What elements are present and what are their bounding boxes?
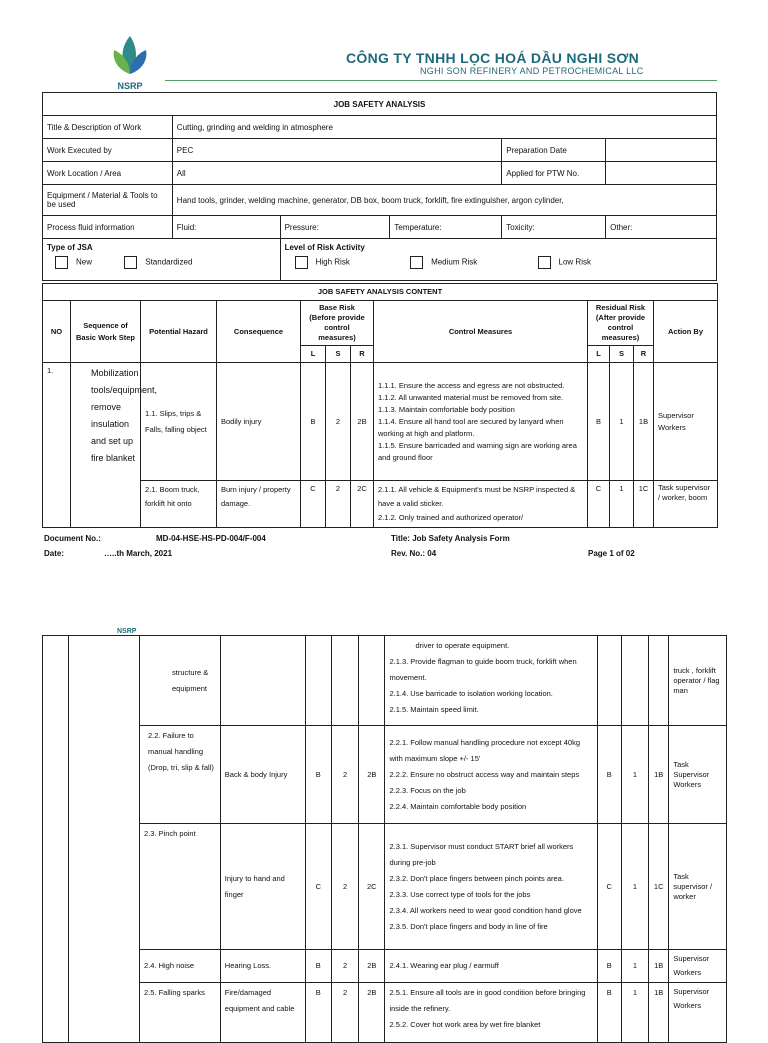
res-l: B <box>597 950 621 983</box>
res-r: 1C <box>634 481 654 528</box>
res-r: 1C <box>649 824 669 950</box>
type-jsa-cell <box>43 239 281 281</box>
control-item: 2.2.3. Focus on the job <box>389 785 466 795</box>
row-hazard: 1.1. Slips, trips & Falls, falling object <box>141 363 217 481</box>
control-measures <box>385 726 597 824</box>
control-item: 2.1.2. Only trained and authorized operator/ <box>378 513 524 522</box>
base-s-empty <box>331 636 358 726</box>
action-by: Task supervisor / worker <box>669 824 727 950</box>
control-item: 1.1.4. Ensure all hand tool are secured by lanyard when working at high and platform. <box>378 416 564 438</box>
col-res-s: S <box>610 346 634 363</box>
table-row <box>43 950 727 983</box>
temperature-label: Temperature: <box>390 216 502 239</box>
base-s: 2 <box>331 726 358 824</box>
control-item: 2.2.2. Ensure no obstruct access way and maintain steps <box>389 769 580 779</box>
control-item: 2.2.4. Maintain comfortable body position <box>389 801 527 811</box>
base-l: C <box>301 481 326 528</box>
base-l-empty <box>305 636 331 726</box>
base-s: 2 <box>331 983 358 1043</box>
toxicity-label: Toxicity: <box>502 216 606 239</box>
res-l: B <box>588 363 610 481</box>
row-hazard: 2.5. Falling sparks <box>139 983 220 1043</box>
title-desc-label: Title & Description of Work <box>43 116 173 139</box>
logo-text: NSRP <box>117 81 143 91</box>
control-measures <box>385 824 597 950</box>
base-s: 2 <box>326 481 351 528</box>
prep-date-label: Preparation Date <box>502 139 606 162</box>
equipment-value: Hand tools, grinder, welding machine, generator, DB box, boom truck, forklift, fire extinguisher, argon cylinder, <box>172 185 716 216</box>
res-l: C <box>597 824 621 950</box>
base-l: B <box>305 950 331 983</box>
rev-no: Rev. No.: 04 <box>391 549 437 558</box>
ptw-value <box>606 162 717 185</box>
row-hazard: 2.4. High noise <box>139 950 220 983</box>
control-item: driver to operate equipment. <box>415 641 510 650</box>
base-r: 2B <box>359 950 385 983</box>
row-hazard: 2.3. Pinch point <box>139 824 220 950</box>
res-s: 1 <box>610 481 634 528</box>
control-item: 2.1.1. All vehicle & Equipment's must be NSRP inspected & have a valid sticker. <box>378 485 576 508</box>
row-hazard: 2.2. Failure to manual handling (Drop, tri, slip & fall) <box>139 726 220 824</box>
ptw-label: Applied for PTW No. <box>502 162 606 185</box>
action-by: Supervisor Workers <box>654 363 718 481</box>
table-row <box>43 824 727 950</box>
control-item: 2.3.5. Don't place fingers and body in line of fire <box>389 921 548 931</box>
res-s: 1 <box>621 726 648 824</box>
control-item: 1.1.2. All unwanted material must be removed from site. <box>378 392 564 402</box>
base-r-empty <box>359 636 385 726</box>
col-no: NO <box>43 301 71 363</box>
risk-level-label: Level of Risk Activity <box>284 243 365 252</box>
row-hazard: 2.1. Boom truck, forklift hit onto <box>141 481 217 528</box>
col-res-l: L <box>588 346 610 363</box>
work-executed-label: Work Executed by <box>43 139 173 162</box>
row-consequence: Bodily injury <box>217 363 301 481</box>
col-hazard: Potential Hazard <box>141 301 217 363</box>
control-item: 2.5.1. Ensure all tools are in good condition before bringing inside the refinery. <box>389 988 586 1013</box>
control-item: 1.1.5. Ensure barricaded and warning sign are working area and ground floor <box>378 440 577 462</box>
res-s: 1 <box>621 983 648 1043</box>
res-s-empty <box>621 636 648 726</box>
control-measures <box>385 983 597 1043</box>
action-by: truck , forklift operator / flag man <box>669 636 727 726</box>
risk-level-cell <box>280 239 716 281</box>
col-base-s: S <box>326 346 351 363</box>
page-gap <box>0 575 768 625</box>
col-consequence: Consequence <box>217 301 301 363</box>
action-by: Supervisor Workers <box>669 983 727 1043</box>
location-value: All <box>172 162 501 185</box>
control-measures <box>374 363 588 481</box>
row-consequence-empty <box>220 636 305 726</box>
control-item: 2.3.4. All workers need to wear good condition hand glove <box>389 905 582 915</box>
control-measures <box>385 636 597 726</box>
col-base-r: R <box>351 346 374 363</box>
table-row <box>43 636 727 726</box>
location-label: Work Location / Area <box>43 162 173 185</box>
control-item: 2.2.1. Follow manual handling procedure not except 40kg with maximum slope +/- 15' <box>389 737 580 763</box>
type-standardized-checkbox[interactable] <box>124 256 137 269</box>
base-r: 2B <box>359 983 385 1043</box>
table-row <box>43 481 718 528</box>
col-residual-risk: Residual Risk (After provide control measures) <box>588 301 654 346</box>
form-title: JOB SAFETY ANALYSIS <box>43 93 717 116</box>
fluid-info-label: Process fluid information <box>43 216 173 239</box>
res-r: 1B <box>649 983 669 1043</box>
doc-no-label: Document No.: <box>44 534 101 543</box>
res-l-empty <box>597 636 621 726</box>
res-l: B <box>597 726 621 824</box>
col-base-l: L <box>301 346 326 363</box>
header-divider <box>165 80 717 81</box>
page2-logo-text: NSRP <box>117 628 137 635</box>
row-no-empty <box>43 636 69 1043</box>
row-consequence: Burn injury / property damage. <box>217 481 301 528</box>
row-hazard: structure & equipment <box>139 636 220 726</box>
content-title: JOB SAFETY ANALYSIS CONTENT <box>43 284 718 301</box>
row-no: 1. <box>43 363 71 528</box>
col-sequence: Sequence of Basic Work Step <box>71 301 141 363</box>
base-r: 2C <box>359 824 385 950</box>
col-base-risk: Base Risk (Before provide control measures) <box>301 301 374 346</box>
type-new-checkbox[interactable] <box>55 256 68 269</box>
res-s: 1 <box>621 950 648 983</box>
prep-date-value <box>606 139 717 162</box>
date-value: …..th March, 2021 <box>104 549 173 558</box>
type-jsa-label: Type of JSA <box>47 243 93 252</box>
base-s: 2 <box>331 950 358 983</box>
equipment-label: Equipment / Material & Tools to be used <box>43 185 173 216</box>
col-res-r: R <box>634 346 654 363</box>
row-step-empty <box>69 636 140 1043</box>
res-s: 1 <box>610 363 634 481</box>
control-item: 2.1.3. Provide flagman to guide boom truck, forklift when movement. <box>389 657 577 682</box>
base-s: 2 <box>331 824 358 950</box>
page-number: Page 1 of 02 <box>588 549 635 558</box>
base-l: B <box>305 983 331 1043</box>
jsa-content-table <box>42 283 718 528</box>
res-r: 1B <box>649 726 669 824</box>
row-step: Mobilization tools/equipment, remove insulation and set up fire blanket <box>71 363 141 528</box>
col-action-by: Action By <box>654 301 718 363</box>
risk-low-checkbox[interactable] <box>538 256 551 269</box>
risk-high-label: High Risk <box>315 257 350 267</box>
res-r: 1B <box>649 950 669 983</box>
res-l: B <box>597 983 621 1043</box>
row-consequence: Back & body Injury <box>220 726 305 824</box>
table-row <box>43 983 727 1043</box>
nsrp-logo <box>108 34 152 92</box>
risk-high-checkbox[interactable] <box>295 256 308 269</box>
company-subtitle: NGHI SON REFINERY AND PETROCHEMICAL LLC <box>420 66 644 76</box>
res-r: 1B <box>634 363 654 481</box>
info-table <box>42 92 717 281</box>
company-name: CÔNG TY TNHH LỌC HOÁ DẦU NGHI SƠN <box>346 50 640 66</box>
control-item: 2.5.2. Cover hot work area by wet fire blanket <box>389 1020 541 1029</box>
base-l: B <box>305 726 331 824</box>
table-row <box>43 726 727 824</box>
control-item: 2.3.1. Supervisor must conduct START brief all workers during pre-job <box>389 841 574 867</box>
pressure-label: Pressure: <box>280 216 390 239</box>
type-standardized-label: Standardized <box>145 257 193 267</box>
date-label: Date: <box>44 549 65 558</box>
base-r: 2C <box>351 481 374 528</box>
fluid-label: Fluid: <box>172 216 280 239</box>
res-s: 1 <box>621 824 648 950</box>
jsa-content-table-continued <box>42 635 727 1043</box>
action-by: Supervisor Workers <box>669 950 727 983</box>
doc-title: Title: Job Safety Analysis Form <box>391 534 510 543</box>
risk-low-label: Low Risk <box>558 257 591 267</box>
base-l: C <box>305 824 331 950</box>
base-l: B <box>301 363 326 481</box>
type-new-label: New <box>76 257 93 267</box>
work-executed-value: PEC <box>172 139 501 162</box>
doc-no-value: MD-04-HSE-HS-PD-004/F-004 <box>156 534 266 543</box>
control-measures <box>374 481 588 528</box>
base-r: 2B <box>351 363 374 481</box>
base-s: 2 <box>326 363 351 481</box>
base-r: 2B <box>359 726 385 824</box>
control-item: 2.1.5. Maintain speed limit. <box>389 705 479 714</box>
control-item: 1.1.3. Maintain comfortable body position <box>378 404 515 414</box>
row-consequence: Hearing Loss. <box>220 950 305 983</box>
res-l: C <box>588 481 610 528</box>
risk-medium-checkbox[interactable] <box>410 256 423 269</box>
row-consequence: Injury to hand and finger <box>220 824 305 950</box>
other-label: Other: <box>606 216 717 239</box>
res-r-empty <box>649 636 669 726</box>
action-by: Task supervisor / worker, boom <box>654 481 718 528</box>
page-2 <box>0 625 768 1029</box>
risk-medium-label: Medium Risk <box>431 257 478 267</box>
title-desc-value: Cutting, grinding and welding in atmosphere <box>172 116 716 139</box>
control-item: 2.1.4. Use barricade to isolation working location. <box>389 689 553 698</box>
action-by: Task Supervisor Workers <box>669 726 727 824</box>
control-measures: 2.4.1. Wearing ear plug / earmuff <box>385 950 597 983</box>
control-item: 1.1.1. Ensure the access and egress are not obstructed. <box>378 380 565 390</box>
col-control: Control Measures <box>374 301 588 363</box>
control-item: 2.3.3. Use correct type of tools for the jobs <box>389 889 531 899</box>
row-consequence: Fire/damaged equipment and cable <box>220 983 305 1043</box>
control-item: 2.3.2. Don't place fingers between pinch points area. <box>389 873 564 883</box>
table-row <box>43 363 718 481</box>
